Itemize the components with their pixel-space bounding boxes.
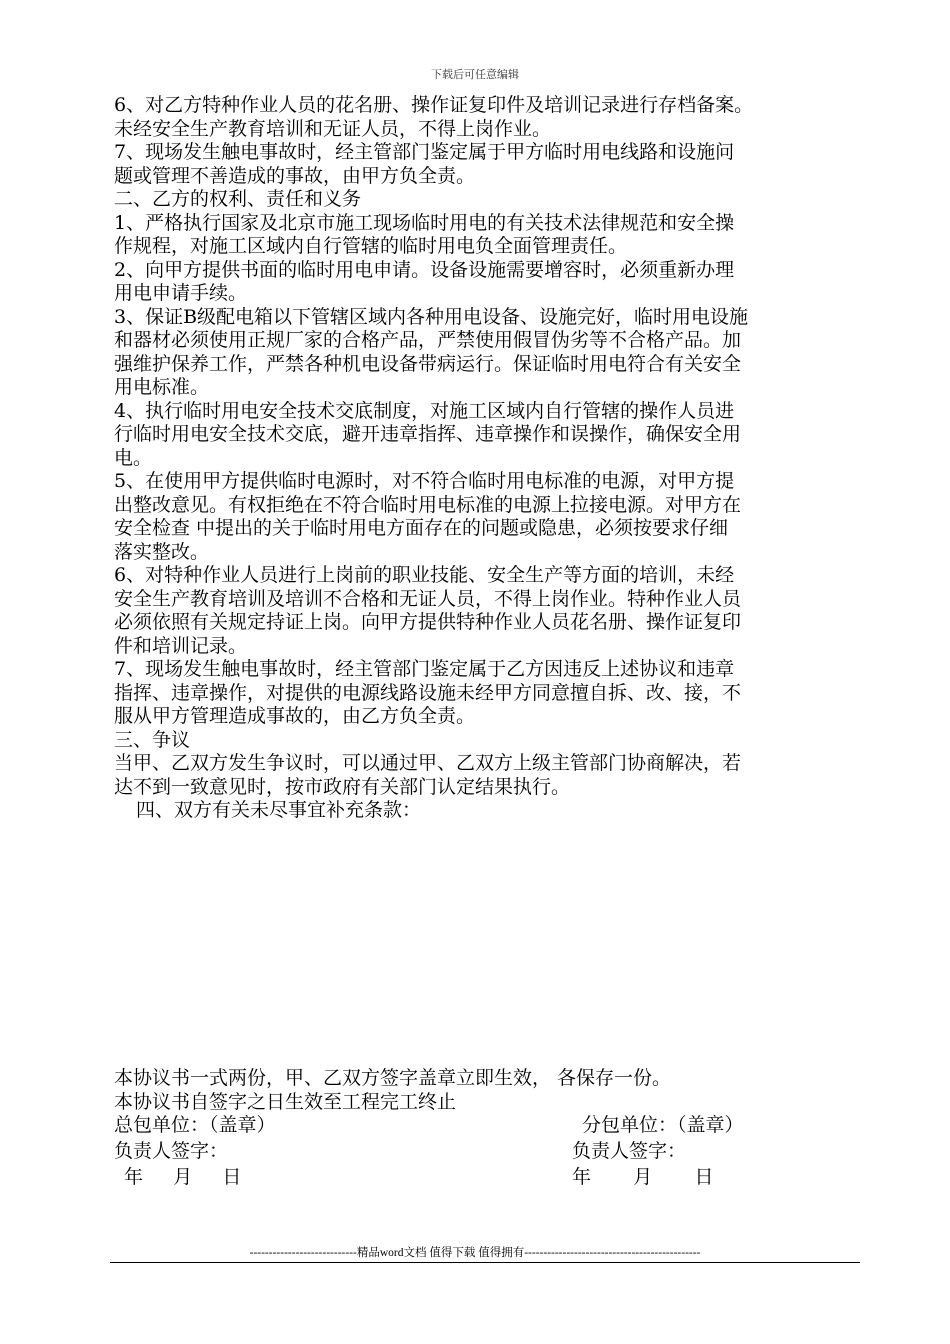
footer-divider bbox=[110, 1262, 860, 1263]
text-line: 3、保证B级配电箱以下管辖区域内各种用电设备、设施完好，临时用电设施 bbox=[114, 305, 749, 328]
right-date: 年 月 日 bbox=[572, 1166, 714, 1188]
closing-statement bbox=[114, 1067, 874, 1114]
left-date: 年 月 日 bbox=[118, 1166, 242, 1188]
text-line: 1、严格执行国家及北京市施工现场临时用电的有关技术法律规范和安全操 bbox=[114, 211, 735, 234]
text-line: 未经安全生产教育培训和无证人员，不得上岗作业。 bbox=[114, 117, 552, 140]
closing-line: 本协议书自签字之日生效至工程完工终止 bbox=[114, 1090, 457, 1113]
text-line: 6、对乙方特种作业人员的花名册、操作证复印件及培训记录进行存档备案。 bbox=[114, 94, 754, 116]
text-line: 2、向甲方提供书面的临时用电申请。设备设施需要增容时，必须重新办理 bbox=[114, 258, 735, 281]
text-line: 达不到一致意见时，按市政府有关部门认定结果执行。 bbox=[114, 775, 571, 798]
text-line: 件和培训记录。 bbox=[114, 634, 248, 657]
text-line: 行临时用电安全技术交底，避开违章指挥、违章操作和误操作，确保安全用 bbox=[114, 423, 742, 445]
page-footer: ----------------------------精品word文档 值得下载 值得拥有---------------------------------------------- bbox=[249, 1247, 701, 1259]
text-line: 题或管理不善造成的事故，由甲方负全责。 bbox=[114, 164, 476, 187]
text-line: 指挥、违章操作，对提供的电源线路设施未经甲方同意擅自拆、改、接，不 bbox=[114, 681, 742, 704]
section-heading: 二、乙方的权利、责任和义务 bbox=[114, 188, 362, 210]
text-line: 电。 bbox=[114, 446, 153, 469]
closing-line: 本协议书一式两份，甲、乙双方签字盖章立即生效， 各保存一份。 bbox=[114, 1067, 672, 1089]
text-line: 出整改意见。有权拒绝在不符合临时用电标准的电源上拉接电源。对甲方在 bbox=[114, 493, 742, 516]
text-line: 当甲、乙双方发生争议时，可以通过甲、乙双方上级主管部门协商解决，若 bbox=[114, 752, 742, 774]
text-line: 落实整改。 bbox=[114, 540, 210, 563]
text-line: 必须依照有关规定持证上岗。向甲方提供特种作业人员花名册、操作证复印 bbox=[114, 611, 742, 633]
section-heading: 四、双方有关未尽事宜补充条款： bbox=[136, 799, 422, 821]
text-line: 和器材必须使用正规厂家的合格产品，严禁使用假冒伪劣等不合格产品。加 bbox=[114, 329, 742, 351]
section-heading: 三、争议 bbox=[114, 728, 191, 751]
general-contractor-label: 总包单位：（盖章） bbox=[114, 1114, 276, 1136]
document-body bbox=[114, 94, 874, 823]
text-line: 7、现场发生触电事故时，经主管部门鉴定属于乙方因违反上述协议和违章 bbox=[114, 658, 735, 680]
text-line: 7、现场发生触电事故时，经主管部门鉴定属于甲方临时用电线路和设施问 bbox=[114, 141, 735, 163]
text-line: 服从甲方管理造成事故的，由乙方负全责。 bbox=[114, 705, 476, 727]
text-line: 作规程，对施工区域内自行管辖的临时用电负全面管理责任。 bbox=[114, 235, 628, 257]
right-signature-label: 负责人签字： bbox=[572, 1140, 687, 1162]
text-line: 安全生产教育培训及培训不合格和无证人员，不得上岗作业。特种作业人员 bbox=[114, 587, 742, 610]
text-line: 安全检查 中提出的关于临时用电方面存在的问题或隐患，必须按要求仔细 bbox=[114, 517, 729, 539]
subcontractor-label: 分包单位：（盖章） bbox=[582, 1114, 744, 1136]
text-line: 用电标准。 bbox=[114, 376, 210, 398]
page-header: 下载后可任意编辑 bbox=[431, 68, 519, 81]
text-line: 强维护保养工作，严禁各种机电设备带病运行。保证临时用电符合有关安全 bbox=[114, 352, 742, 375]
text-line: 5、在使用甲方提供临时电源时，对不符合临时用电标准的电源，对甲方提 bbox=[114, 470, 735, 492]
text-line: 用电申请手续。 bbox=[114, 282, 248, 304]
text-line: 4、执行临时用电安全技术交底制度，对施工区域内自行管辖的操作人员进 bbox=[114, 399, 735, 422]
text-line: 6、对特种作业人员进行上岗前的职业技能、安全生产等方面的培训，未经 bbox=[114, 564, 735, 586]
left-signature-label: 负责人签字： bbox=[114, 1140, 229, 1162]
